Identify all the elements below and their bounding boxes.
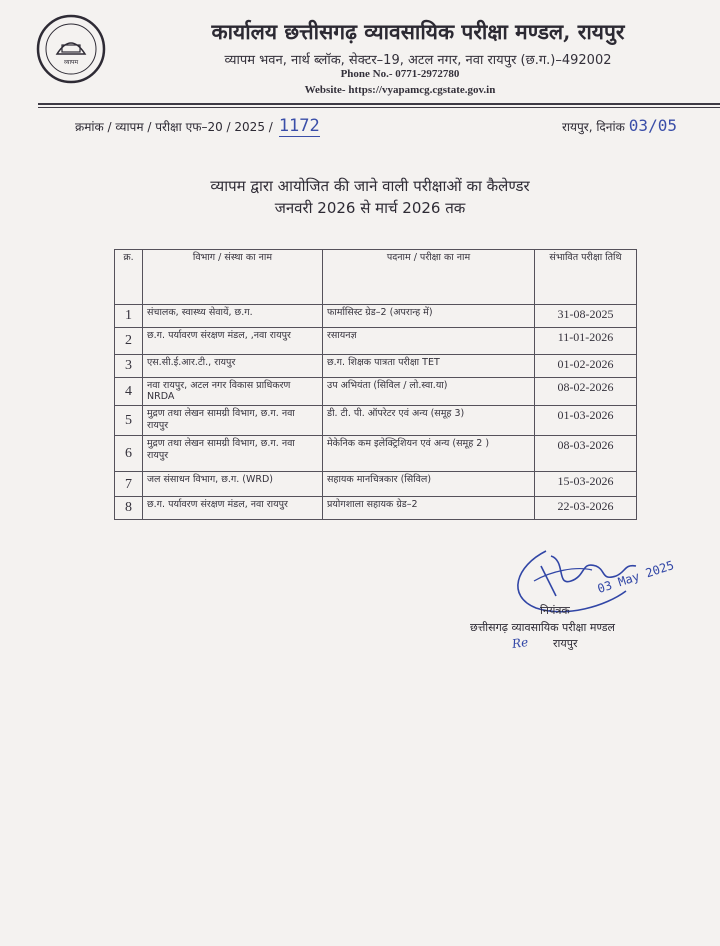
table-row — [115, 472, 637, 497]
row-date: 01-02-2026 — [535, 355, 637, 378]
row-serial: 2 — [115, 328, 143, 355]
reference-prefix: क्रमांक / व्यापम / परीक्षा एफ–20 / 2025 / — [75, 120, 273, 134]
row-date: 11-01-2026 — [535, 328, 637, 355]
row-department: छ.ग. पर्यावरण संरक्षण मंडल, ,नवा रायपुर — [143, 328, 323, 355]
row-department: मुद्रण तथा लेखन सामग्री विभाग, छ.ग. नवा रायपुर — [143, 436, 323, 472]
table-row — [115, 497, 637, 520]
date-value-handwritten: 03/05 — [628, 116, 677, 135]
organization-address: व्यापम भवन, नार्थ ब्लॉक, सेक्टर–19, अटल नगर, नवा रायपुर (छ.ग.)–492002 — [224, 53, 612, 68]
document-subtitle: जनवरी 2026 से मार्च 2026 तक — [274, 199, 466, 217]
handwritten-signature — [496, 536, 686, 626]
row-exam: उप अभियंता (सिविल / लो.स्वा.या) — [323, 377, 535, 406]
row-date: 31-08-2025 — [535, 305, 637, 328]
table-row — [115, 328, 637, 355]
organization-seal-logo — [36, 14, 106, 84]
row-exam: छ.ग. शिक्षक पात्रता परीक्षा TET — [323, 355, 535, 378]
table-header-row — [115, 250, 637, 305]
row-department: एस.सी.ई.आर.टी., रायपुर — [143, 355, 323, 378]
row-exam: रसायनज्ञ — [323, 328, 535, 355]
row-serial: 5 — [115, 406, 143, 436]
row-exam: फार्मासिस्ट ग्रेड–2 (अपरान्ह में) — [323, 305, 535, 328]
header-divider-thin — [38, 107, 720, 108]
svg-text:व्यापम: व्यापम — [63, 59, 79, 66]
signatory-city: रायपुर — [553, 637, 578, 650]
row-serial: 1 — [115, 305, 143, 328]
reference-number-line — [75, 116, 320, 136]
row-date: 08-02-2026 — [535, 377, 637, 406]
table-row — [115, 406, 637, 436]
header-serial: क्र. — [115, 250, 143, 305]
row-date: 15-03-2026 — [535, 472, 637, 497]
signatory-designation: नियंत्रक — [540, 604, 570, 617]
header-exam: पदनाम / परीक्षा का नाम — [323, 250, 535, 305]
table-row — [115, 305, 637, 328]
table-row — [115, 377, 637, 406]
date-line — [562, 116, 677, 135]
handwritten-initials: Re — [511, 634, 530, 652]
row-department: छ.ग. पर्यावरण संरक्षण मंडल, नवा रायपुर — [143, 497, 323, 520]
row-date: 22-03-2026 — [535, 497, 637, 520]
organization-title: कार्यालय छत्तीसगढ़ व्यावसायिक परीक्षा मण्डल, रायपुर — [211, 19, 625, 44]
row-department: जल संसाधन विभाग, छ.ग. (WRD) — [143, 472, 323, 497]
signature-date-handwritten: 03 May 2025 — [595, 558, 676, 596]
row-date: 08-03-2026 — [535, 436, 637, 472]
row-exam: प्रयोगशाला सहायक ग्रेड–2 — [323, 497, 535, 520]
row-date: 01-03-2026 — [535, 406, 637, 436]
document-title: व्यापम द्वारा आयोजित की जाने वाली परीक्षाओं का कैलेण्डर — [210, 177, 530, 195]
row-department: संचालक, स्वास्थ्य सेवायें, छ.ग. — [143, 305, 323, 328]
organization-phone: Phone No.- 0771-2972780 — [340, 68, 460, 80]
row-serial: 3 — [115, 355, 143, 378]
reference-number-handwritten: 1172 — [278, 116, 320, 136]
signatory-organization: छत्तीसगढ़ व्यावसायिक परीक्षा मण्डल — [470, 621, 616, 634]
row-serial: 7 — [115, 472, 143, 497]
row-exam: मेकेनिक कम इलेक्ट्रिशियन एवं अन्य (समूह 2 ) — [323, 436, 535, 472]
row-exam: सहायक मानचित्रकार (सिविल) — [323, 472, 535, 497]
row-serial: 8 — [115, 497, 143, 520]
date-label: रायपुर, दिनांक — [562, 120, 625, 134]
table-row — [115, 355, 637, 378]
row-department: मुद्रण तथा लेखन सामग्री विभाग, छ.ग. नवा रायपुर — [143, 406, 323, 436]
row-department: नवा रायपुर, अटल नगर विकास प्राधिकरण NRDA — [143, 377, 323, 406]
header-date: संभावित परीक्षा तिथि — [535, 250, 637, 305]
organization-website: Website- https://vyapamcg.cgstate.gov.in — [304, 84, 496, 96]
header-divider — [38, 103, 720, 105]
row-serial: 6 — [115, 436, 143, 472]
table-row — [115, 436, 637, 472]
exam-calendar-table — [114, 249, 637, 520]
row-serial: 4 — [115, 377, 143, 406]
row-exam: डी. टी. पी. ऑपरेटर एवं अन्य (समूह 3) — [323, 406, 535, 436]
header-department: विभाग / संस्था का नाम — [143, 250, 323, 305]
